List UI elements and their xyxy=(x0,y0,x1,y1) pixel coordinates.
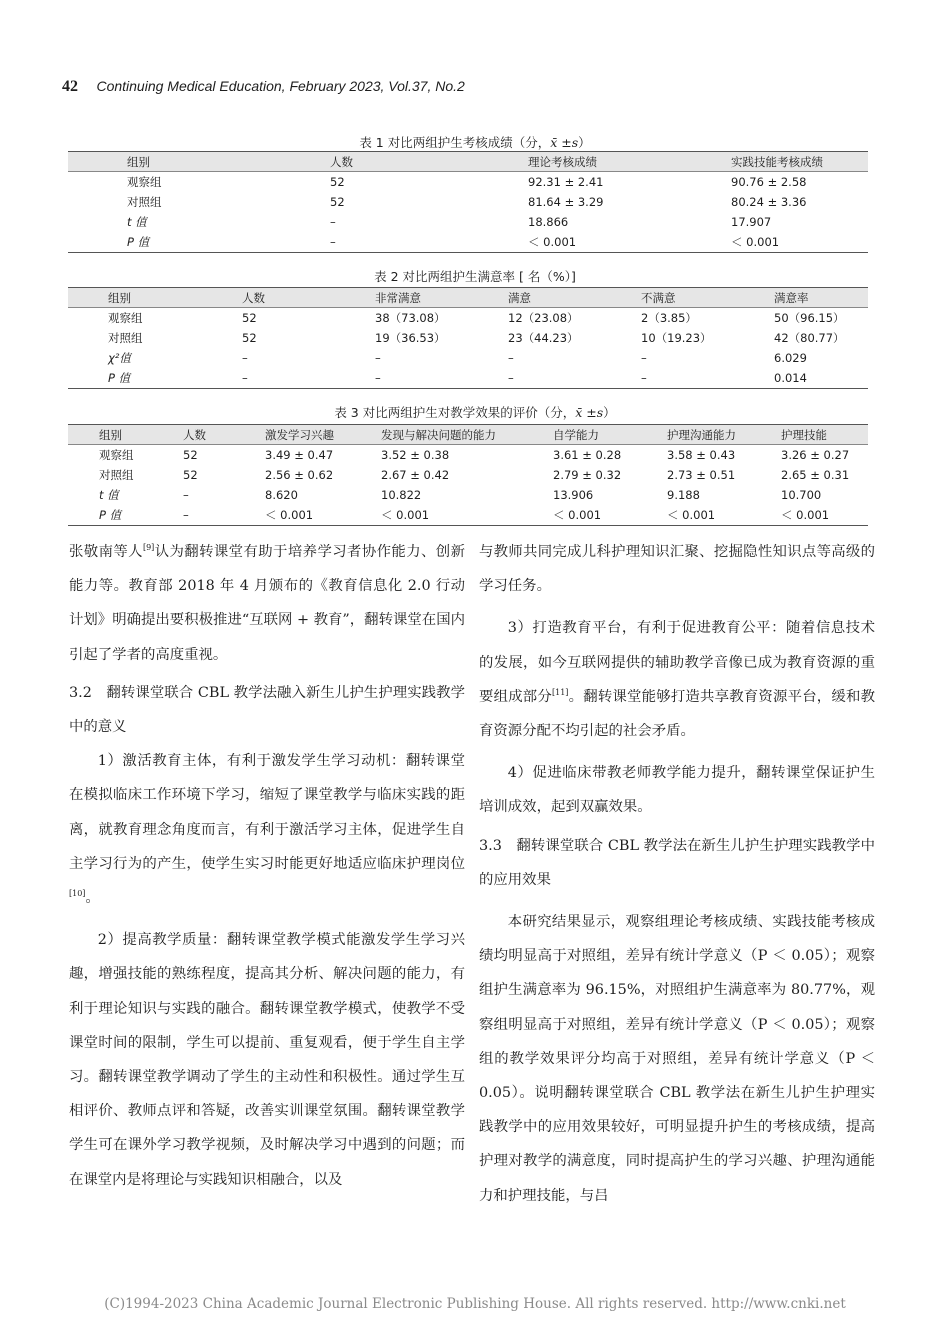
table2-cell: 12（23.08） xyxy=(508,311,579,325)
paragraph: 本研究结果显示，观察组理论考核成绩、实践技能考核成绩均明显高于对照组，差异有统计学意义（P ＜ 0.05）；观察组护生满意率为 96.15%，对照组护生满意率为 80.77%，观察组明显高于对照组，差异有统计学意义（P ＜ 0.05）；观察组的教学效果评分均高于对照组，差异有统计学意义（P ＜ 0.05）。说明翻转课堂联合 CBL 教学法在新生儿护生护理实践教学中的应用效果较好，可明显提升护生的考核成绩，提高护理对教学的满意度，同时提高护生的学习兴趣、护理沟通能力和护理技能，与吕 xyxy=(479,914,875,1204)
table2-cell: – xyxy=(504,368,637,389)
paragraph: 1）激活教育主体，有利于激发学生学习动机：翻转课堂在模拟临床工作环境下学习，缩短了课堂教学与临床实践的距离，就教育理念角度而言，有利于激活学习主体，促进学生自主学习行为的产生，使学生实习时能更好地适应临床护理岗位[10]。 xyxy=(69,753,465,907)
table-row xyxy=(68,485,868,505)
table-row xyxy=(68,445,868,466)
table2-cell: 0.014 xyxy=(770,368,868,389)
table2-cell: 10（19.23） xyxy=(641,331,712,345)
table3-cell: – xyxy=(179,505,261,526)
table2-cell: – xyxy=(242,351,248,365)
table2-cell: 42（80.77） xyxy=(774,331,845,345)
table-row xyxy=(68,328,868,348)
table-row xyxy=(68,212,868,232)
table2-cell: – xyxy=(375,351,381,365)
table2-header: 人数 xyxy=(238,288,371,308)
table3-header: 护理技能 xyxy=(777,425,868,445)
table3-cell: ＜ 0.001 xyxy=(261,505,377,526)
table2-cell: 观察组 xyxy=(108,311,143,325)
table1-cell: ＜ 0.001 xyxy=(524,232,727,253)
page-number: 42 xyxy=(62,78,78,95)
table3-cell: ＜ 0.001 xyxy=(777,505,868,526)
table3-cell: 3.49 ± 0.47 xyxy=(265,448,334,462)
table2-cell: 52 xyxy=(242,311,257,325)
table3-cell: 3.26 ± 0.27 xyxy=(781,448,850,462)
table1-header: 实践技能考核成绩 xyxy=(727,152,868,172)
table1-cell: – xyxy=(326,232,524,253)
table2-header: 满意率 xyxy=(770,288,868,308)
table3-cell: 对照组 xyxy=(99,468,134,482)
table3-cell: 3.61 ± 0.28 xyxy=(553,448,622,462)
citation-ref: [11] xyxy=(552,688,569,698)
left-column xyxy=(69,535,465,1197)
table2-cell: – xyxy=(508,351,514,365)
table3-caption: 表 3 对比两组护生对教学效果的评价（分，x̄ ±s） xyxy=(334,405,616,420)
table3-cell: P 值 xyxy=(95,505,179,526)
paragraph: 张敬南等人[9]认为翻转课堂有助于培养学习者协作能力、创新能力等。教育部 2018 年 4 月颁布的《教育信息化 2.0 行动计划》明确提出要积极推进“互联网 + 教育”，翻转课堂在国内引起了学者的高度重视。 xyxy=(69,543,465,663)
table2-cell: 2（3.85） xyxy=(641,311,697,325)
table2-cell: 对照组 xyxy=(108,331,143,345)
table3-header: 自学能力 xyxy=(549,425,663,445)
right-column xyxy=(479,535,875,1213)
table3-cell: 3.52 ± 0.38 xyxy=(381,448,450,462)
table2-cell: χ²值 xyxy=(108,351,131,365)
table1-header: 组别 xyxy=(123,152,326,172)
table3-header: 人数 xyxy=(179,425,261,445)
journal-citation: Continuing Medical Education, February 2023, Vol.37, No.2 xyxy=(96,78,465,94)
table2-caption: 表 2 对比两组护生满意率 [ 名（%）] xyxy=(374,269,576,284)
table1-cell: 观察组 xyxy=(127,175,162,189)
paragraph: 2）提高教学质量：翻转课堂教学模式能激发学生学习兴趣，增强技能的熟练程度，提高其分析、解决问题的能力，有利于理论知识与实践的融合。翻转课堂教学模式，使教学不受课堂时间的限制，学生可以提前、重复观看，便于学生自主学习。翻转课堂教学调动了学生的主动性和积极性。通过学生互相评价、教师点评和答疑，改善实训课堂氛围。翻转课堂教学学生可在课外学习教学视频，及时解决学习中遇到的问题；而在课堂内是将理论与实践知识相融合，以及 xyxy=(69,932,465,1188)
table3-cell: 2.79 ± 0.32 xyxy=(553,468,622,482)
copyright-footer: (C)1994-2023 China Academic Journal Electronic Publishing House. All rights reserved. http://www.cnki.net xyxy=(104,1296,846,1312)
table1-cell: 18.866 xyxy=(528,215,569,229)
table1-cell: P 值 xyxy=(123,232,326,253)
table2-header: 组别 xyxy=(104,288,238,308)
table1-cell: 92.31 ± 2.41 xyxy=(528,175,604,189)
table1-cell: 对照组 xyxy=(127,195,162,209)
running-header xyxy=(62,78,465,96)
table-row xyxy=(68,348,868,368)
table3-cell: 2.67 ± 0.42 xyxy=(381,468,450,482)
table3-cell: 2.65 ± 0.31 xyxy=(781,468,850,482)
table1-header: 理论考核成绩 xyxy=(524,152,727,172)
table2-cell: P 值 xyxy=(104,368,238,389)
table2-cell: 23（44.23） xyxy=(508,331,579,345)
table2-cell: 6.029 xyxy=(774,351,807,365)
paragraph: 与教师共同完成儿科护理知识汇聚、挖掘隐性知识点等高级的学习任务。 xyxy=(479,544,875,595)
table3-cell: ＜ 0.001 xyxy=(663,505,777,526)
paragraph: 3）打造教育平台，有利于促进教育公平：随着信息技术的发展，如今互联网提供的辅助教学音像已成为教育资源的重要组成部分[11]。翻转课堂能够打造共享教育资源平台，缓和教育资源分配不均引起的社会矛盾。 xyxy=(479,620,875,740)
table3-header: 护理沟通能力 xyxy=(663,425,777,445)
table1-cell: 90.76 ± 2.58 xyxy=(731,175,807,189)
citation-ref: [10] xyxy=(69,889,86,899)
table2-cell: 50（96.15） xyxy=(774,311,845,325)
table-row xyxy=(68,368,868,389)
table2 xyxy=(68,287,868,389)
table-row xyxy=(68,505,868,526)
table3-header: 组别 xyxy=(95,425,179,445)
table-row xyxy=(68,192,868,212)
table1-cell: 81.64 ± 3.29 xyxy=(528,195,604,209)
table3 xyxy=(68,424,868,526)
table3-cell: 观察组 xyxy=(99,448,134,462)
table3-cell: – xyxy=(183,488,189,502)
table1-cell: 17.907 xyxy=(731,215,772,229)
table1-caption: 表 1 对比两组护生考核成绩（分，x̄ ±s） xyxy=(359,135,591,150)
table-row xyxy=(68,465,868,485)
table1-cell: 52 xyxy=(330,195,345,209)
table3-cell: ＜ 0.001 xyxy=(377,505,549,526)
table3-header: 发现与解决问题的能力 xyxy=(377,425,549,445)
section-heading-3-3: 3.3 翻转课堂联合 CBL 教学法在新生儿护生护理实践教学中的应用效果 xyxy=(479,837,875,888)
table3-cell: ＜ 0.001 xyxy=(549,505,663,526)
table1-cell: t 值 xyxy=(127,215,147,229)
table1-cell: – xyxy=(330,215,336,229)
table2-cell: 38（73.08） xyxy=(375,311,446,325)
table3-cell: 3.58 ± 0.43 xyxy=(667,448,736,462)
table3-cell: 13.906 xyxy=(553,488,594,502)
table2-header: 满意 xyxy=(504,288,637,308)
table1-cell: 52 xyxy=(330,175,345,189)
table1-cell: 80.24 ± 3.36 xyxy=(731,195,807,209)
table3-cell: 2.56 ± 0.62 xyxy=(265,468,334,482)
table2-cell: – xyxy=(637,368,770,389)
paragraph: 4）促进临床带教老师教学能力提升，翻转课堂保证护生培训成效，起到双赢效果。 xyxy=(479,765,875,816)
table3-cell: 9.188 xyxy=(667,488,700,502)
table-row xyxy=(68,308,868,329)
table2-header: 非常满意 xyxy=(371,288,504,308)
table-row xyxy=(68,172,868,193)
table2-cell: – xyxy=(238,368,371,389)
table-row xyxy=(68,232,868,253)
table3-cell: 2.73 ± 0.51 xyxy=(667,468,736,482)
table2-cell: 52 xyxy=(242,331,257,345)
table3-header: 激发学习兴趣 xyxy=(261,425,377,445)
section-heading-3-2: 3.2 翻转课堂联合 CBL 教学法融入新生儿护生护理实践教学中的意义 xyxy=(69,684,465,736)
table1-header: 人数 xyxy=(326,152,524,172)
table3-cell: 52 xyxy=(183,468,198,482)
table3-cell: t 值 xyxy=(99,488,119,502)
table1 xyxy=(68,151,868,253)
table3-cell: 52 xyxy=(183,448,198,462)
table3-cell: 10.822 xyxy=(381,488,422,502)
table1-cell: ＜ 0.001 xyxy=(727,232,868,253)
table3-cell: 8.620 xyxy=(265,488,298,502)
table2-cell: – xyxy=(641,351,647,365)
table2-cell: – xyxy=(371,368,504,389)
table2-header: 不满意 xyxy=(637,288,770,308)
table2-cell: 19（36.53） xyxy=(375,331,446,345)
table3-cell: 10.700 xyxy=(781,488,822,502)
citation-ref: [9] xyxy=(142,543,155,553)
